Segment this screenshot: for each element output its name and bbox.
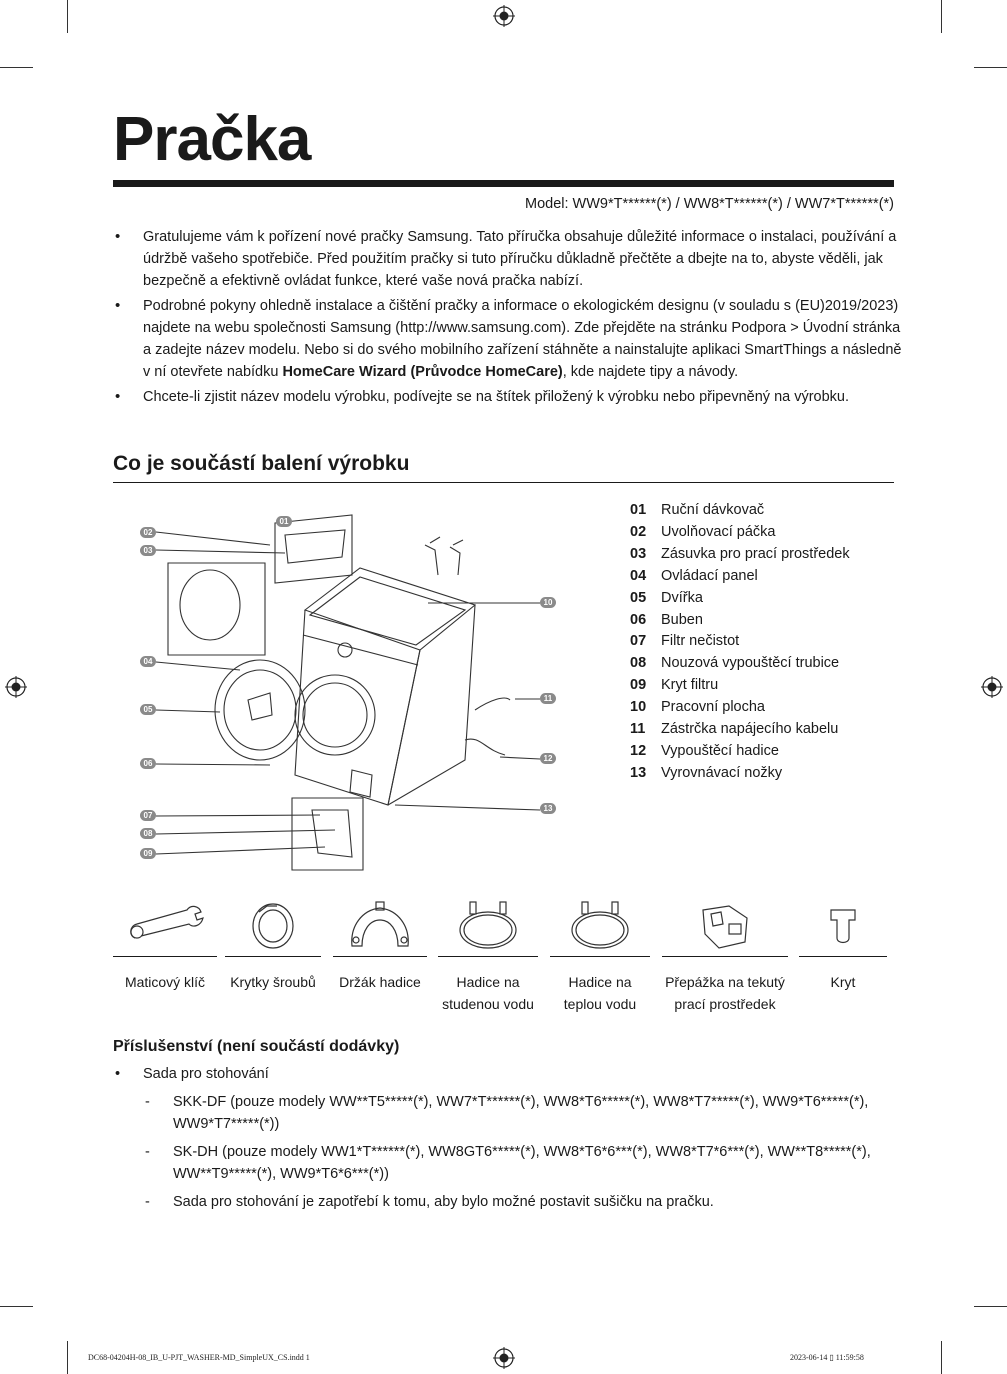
bolt-cap-icon: [233, 896, 313, 952]
part-item: 04 Ovládací panel: [630, 567, 758, 584]
part-item: 03 Zásuvka pro prací prostředek: [630, 545, 850, 562]
accessory-label: Hadice na teplou vodu: [563, 974, 637, 1012]
footer-date: 2023-06-14 ▯ 11:59:58: [790, 1353, 864, 1362]
model-line: Model: WW9*T******(*) / WW8*T******(*) / WW7*T******(*): [525, 196, 894, 212]
optional-list: [113, 1063, 903, 1213]
optional-title: Příslušenství (není součástí dodávky): [113, 1038, 400, 1055]
callout-09: 09: [140, 848, 156, 859]
footer-file: DC68-04204H-08_IB_U-PJT_WASHER-MD_SimpleUX_CS.indd 1: [88, 1353, 310, 1362]
callout-01: 01: [276, 516, 292, 527]
callout-02: 02: [140, 527, 156, 538]
accessory-label: Kryt: [830, 974, 856, 990]
callout-04: 04: [140, 656, 156, 667]
callout-13: 13: [540, 803, 556, 814]
section-rule: [113, 482, 894, 483]
hose-holder-icon: [340, 896, 420, 952]
intro-item: • Podrobné pokyny ohledně instalace a čištění pračky a informace o ekologickém designu (v souladu s (EU)2019/2023) najdete na webu společnosti Samsung (http://www.samsung.com). Zde přejděte na stránku Podpora > Úvodní stránka a zadejte název modelu. Nebo si do svého mobilního zařízení stáhněte a nainstalujte aplikaci SmartThings a následně v ní otevřete nabídku HomeCare Wizard (Průvodce HomeCare), kde najdete tipy a návody.: [113, 295, 903, 383]
hot-hose-icon: [560, 896, 640, 952]
parts-list: [630, 500, 850, 785]
part-item: 09 Kryt filtru: [630, 677, 719, 694]
part-item: 13 Vyrovnávací nožky: [630, 764, 783, 781]
optional-item: - Sada pro stohování je zapotřebí k tomu, aby bylo možné postavit sušičku na pračku.: [113, 1191, 903, 1213]
registration-mark-top: [493, 5, 515, 27]
accessory-hot-hose: [550, 896, 650, 1015]
cover-icon: [803, 896, 883, 952]
accessory-label: Držák hadice: [339, 974, 421, 990]
registration-mark-bottom: [493, 1347, 515, 1369]
part-item: 08 Nouzová vypouštěcí trubice: [630, 655, 840, 672]
part-item: 07 Filtr nečistot: [630, 633, 740, 650]
intro-item: • Gratulujeme vám k pořízení nové pračky Samsung. Tato příručka obsahuje důležité informace o instalaci, používání a údržbě vašeho spotřebiče. Před použitím pračky si tuto příručku důkladně přečtěte a dbejte na to, abyste věděli, jak bezpečně a efektivně ovládat funkce, které vaše nová pračka nabízí.: [113, 226, 903, 292]
liquid-detergent-icon: [685, 896, 765, 952]
part-item: 12 Vypouštěcí hadice: [630, 742, 779, 759]
callout-07: 07: [140, 810, 156, 821]
part-item: 10 Pracovní plocha: [630, 699, 765, 716]
optional-item: - SKK-DF (pouze modely WW**T5*****(*), WW7*T******(*), WW8*T6*****(*), WW8*T7*****(*), WW9*T6*****(*), WW9*T7*****(*)): [113, 1091, 903, 1135]
title-rule: [113, 180, 894, 187]
wrench-icon: [125, 896, 205, 952]
callout-03: 03: [140, 545, 156, 556]
homecare-wizard-label: HomeCare Wizard (Průvodce HomeCare): [282, 364, 563, 380]
accessory-label: Krytky šroubů: [230, 974, 316, 990]
callout-05: 05: [140, 704, 156, 715]
accessory-cold-hose: [438, 896, 538, 1015]
registration-mark-left: [5, 676, 27, 698]
accessory-label: Hadice na studenou vodu: [442, 974, 534, 1012]
intro-list: [113, 226, 903, 411]
accessory-liquid-detergent: [662, 896, 788, 1015]
callout-08: 08: [140, 828, 156, 839]
cold-hose-icon: [448, 896, 528, 952]
accessory-label: Přepážka na tekutý prací prostředek: [665, 974, 785, 1012]
part-item: 02 Uvolňovací páčka: [630, 523, 776, 540]
part-item: 11 Zástrčka napájecího kabelu: [630, 721, 839, 738]
optional-bullet: • Sada pro stohování: [113, 1063, 903, 1085]
accessory-bolt-caps: [225, 896, 321, 993]
part-item: 05 Dvířka: [630, 589, 703, 606]
part-item: 06 Buben: [630, 611, 703, 628]
part-item: 01 Ruční dávkovač: [630, 502, 765, 518]
registration-mark-right: [981, 676, 1003, 698]
optional-item: - SK-DH (pouze modely WW1*T******(*), WW8GT6*****(*), WW8*T6*6***(*), WW8*T7*6***(*), WW**T8*****(*), WW**T9*****(*), WW9*T6*6***(*)): [113, 1141, 903, 1185]
accessory-cover: [799, 896, 887, 993]
callout-12: 12: [540, 753, 556, 764]
accessory-wrench: [113, 896, 217, 993]
callout-06: 06: [140, 758, 156, 769]
accessory-hose-holder: [333, 896, 427, 993]
washer-diagram: [120, 505, 570, 875]
accessory-label: Maticový klíč: [124, 974, 206, 990]
section-title: Co je součástí balení výrobku: [113, 452, 410, 475]
callout-11: 11: [540, 693, 556, 704]
callout-10: 10: [540, 597, 556, 608]
intro-item: • Chcete-li zjistit název modelu výrobku, podívejte se na štítek přiložený k výrobku nebo připevněný na výrobku.: [113, 386, 903, 408]
page-title: Pračka: [113, 105, 311, 174]
